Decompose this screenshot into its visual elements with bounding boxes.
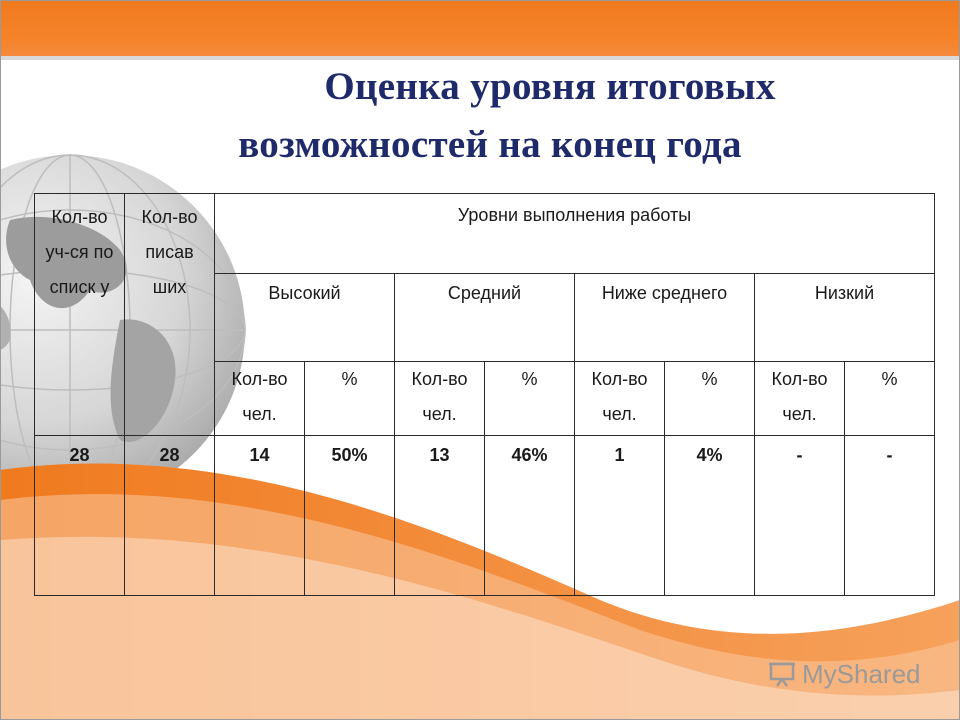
level-medium: Средний xyxy=(395,274,575,362)
below-count-label: Кол-во чел. xyxy=(575,362,665,436)
cell-below-count: 1 xyxy=(575,436,665,596)
table-row xyxy=(35,436,935,596)
header-students-wrote: Кол-во писав ших xyxy=(125,194,215,436)
results-table xyxy=(34,193,935,596)
below-percent-label: % xyxy=(665,362,755,436)
cell-medium-percent: 46% xyxy=(485,436,575,596)
presentation-icon xyxy=(768,660,796,688)
cell-students-wrote: 28 xyxy=(125,436,215,596)
level-below-medium: Ниже среднего xyxy=(575,274,755,362)
medium-count-label: Кол-во чел. xyxy=(395,362,485,436)
cell-low-count: - xyxy=(755,436,845,596)
header-levels: Уровни выполнения работы xyxy=(215,194,935,274)
title-line-2: возможностей на конец года xyxy=(238,123,742,166)
cell-medium-count: 13 xyxy=(395,436,485,596)
title-line-1: Оценка уровня итоговых xyxy=(324,65,776,108)
low-count-label: Кол-во чел. xyxy=(755,362,845,436)
medium-percent-label: % xyxy=(485,362,575,436)
header-students-list: Кол-во уч-ся по списк у xyxy=(35,194,125,436)
high-count-label: Кол-во чел. xyxy=(215,362,305,436)
cell-below-percent: 4% xyxy=(665,436,755,596)
cell-students-list: 28 xyxy=(35,436,125,596)
page-title xyxy=(150,58,870,174)
high-percent-label: % xyxy=(305,362,395,436)
myshared-logo xyxy=(768,655,921,693)
level-high: Высокий xyxy=(215,274,395,362)
logo-text: MyShared xyxy=(802,658,921,689)
low-percent-label: % xyxy=(845,362,935,436)
cell-low-percent: - xyxy=(845,436,935,596)
cell-high-percent: 50% xyxy=(305,436,395,596)
cell-high-count: 14 xyxy=(215,436,305,596)
level-low: Низкий xyxy=(755,274,935,362)
